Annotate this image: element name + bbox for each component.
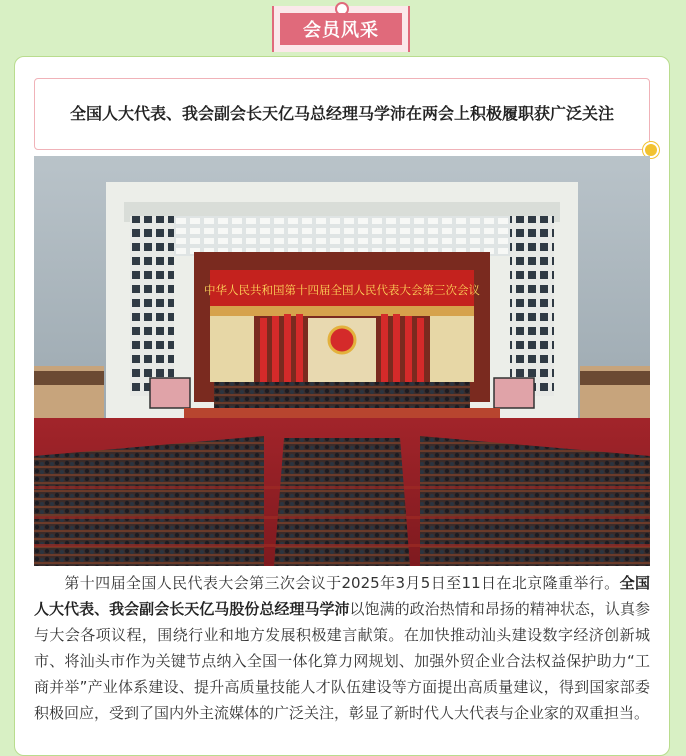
headline-text: 全国人大代表、我会副会长天亿马总经理马学沛在两会上积极履职获广泛关注 <box>69 104 614 123</box>
banner-text: 中华人民共和国第十四届全国人民代表大会第三次会议 <box>204 283 480 297</box>
body-part1: 第十四届全国人民代表大会第三次会议于2025年3月5日至11日在北京隆重举行。 <box>64 574 620 592</box>
article-body <box>34 570 650 726</box>
body-part3: 以饱满的政治热情和昂扬的精神状态，认真参与大会各项议程，围绕行业和地方发展积极建言献策。在加快推动汕头建设数字经济创新城市、将汕头市作为关键节点纳入全国一体化算力网规划、加强外贸企业合法权益保护助力“工商并举”产业体系建设、提升高质量技能人才队伍建设等方面提出高质量建议，得到国家部委积极回应，受到了国内外主流媒体的广泛关注，彰显了新时代人大代表与企业家的双重担当。 <box>34 600 650 722</box>
article-headline <box>34 78 650 150</box>
emblem-icon <box>329 327 355 353</box>
section-badge <box>272 6 410 52</box>
body-highlight: 全国人大代表、我会副会长天亿马股份总经理马学沛 <box>34 574 650 618</box>
section-title: 会员风采 <box>280 13 402 45</box>
congress-hall-photo[interactable] <box>34 156 650 566</box>
